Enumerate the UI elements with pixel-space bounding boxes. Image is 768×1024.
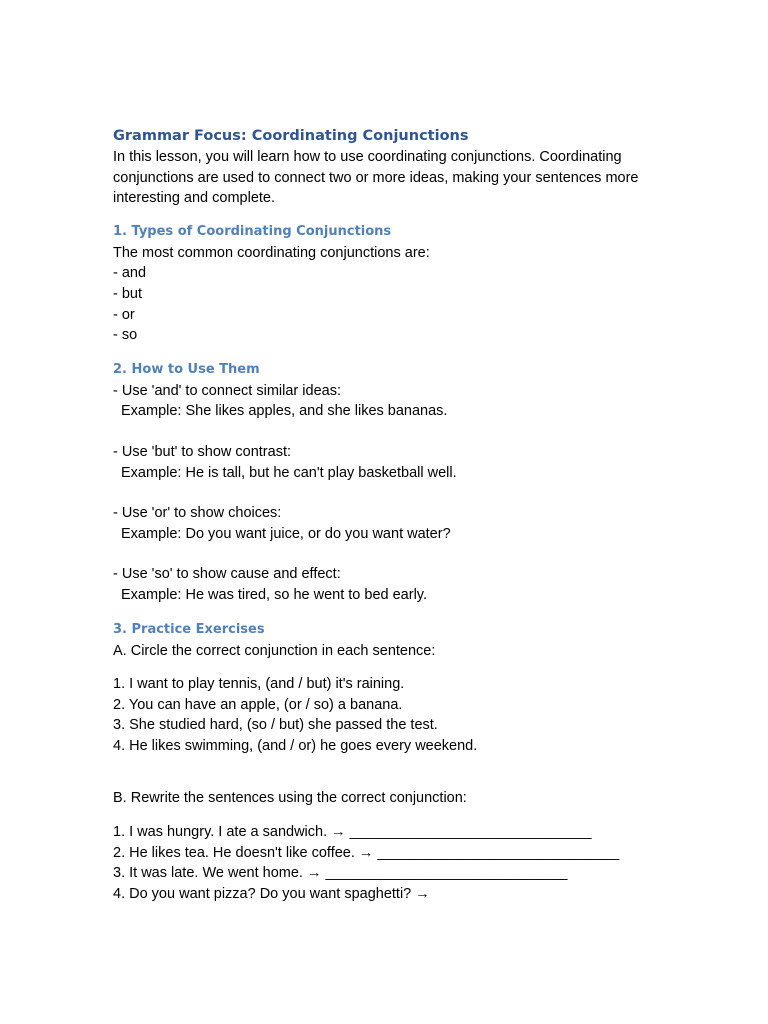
worksheet-content: [113, 126, 658, 904]
exercise-b-item: 4. Do you want pizza? Do you want spaghetti? →: [113, 885, 430, 902]
list-item: - or: [113, 306, 135, 323]
exercise-b-item: 3. It was late. We went home. → ______________________________: [113, 865, 568, 882]
exercise-a-item: 3. She studied hard, (so / but) she passed the test.: [113, 717, 438, 734]
exercise-a-item: 1. I want to play tennis, (and / but) it's raining.: [113, 676, 405, 693]
rule-text: - Use 'so' to show cause and effect:: [113, 566, 341, 583]
rule-example: Example: She likes apples, and she likes bananas.: [121, 403, 448, 420]
list-item: - so: [113, 327, 138, 344]
exercise-a-item: 2. You can have an apple, (or / so) a banana.: [113, 696, 403, 713]
rule-example: Example: He is tall, but he can't play basketball well.: [121, 464, 457, 481]
page-title: Grammar Focus: Coordinating Conjunctions: [113, 128, 469, 144]
exercise-b-item: 2. He likes tea. He doesn't like coffee. → ______________________________: [113, 844, 620, 861]
list-item: - but: [113, 285, 143, 302]
rule-example: Example: Do you want juice, or do you want water?: [121, 525, 451, 542]
rule-text: - Use 'or' to show choices:: [113, 505, 282, 522]
rule-example: Example: He was tired, so he went to bed early.: [121, 586, 427, 603]
section-3-heading: 3. Practice Exercises: [113, 621, 265, 637]
rule-text: - Use 'and' to connect similar ideas:: [113, 382, 341, 399]
exercise-a-instruction: A. Circle the correct conjunction in each sentence:: [113, 642, 436, 659]
section-2-heading: 2. How to Use Them: [113, 361, 260, 377]
intro-paragraph: In this lesson, you will learn how to use coordinating conjunctions. Coordinating conjunctions are used to connect two or more ideas, making your sentences more interesting and complete.: [113, 149, 643, 207]
list-item: - and: [113, 265, 147, 282]
section-1-heading: 1. Types of Coordinating Conjunctions: [113, 223, 392, 239]
exercise-a-item: 4. He likes swimming, (and / or) he goes every weekend.: [113, 737, 478, 754]
rule-text: - Use 'but' to show contrast:: [113, 443, 292, 460]
exercise-b-item: 1. I was hungry. I ate a sandwich. → ______________________________: [113, 824, 592, 841]
section-1-lead: The most common coordinating conjunctions are:: [113, 244, 430, 261]
exercise-b-instruction: B. Rewrite the sentences using the correct conjunction:: [113, 790, 467, 807]
